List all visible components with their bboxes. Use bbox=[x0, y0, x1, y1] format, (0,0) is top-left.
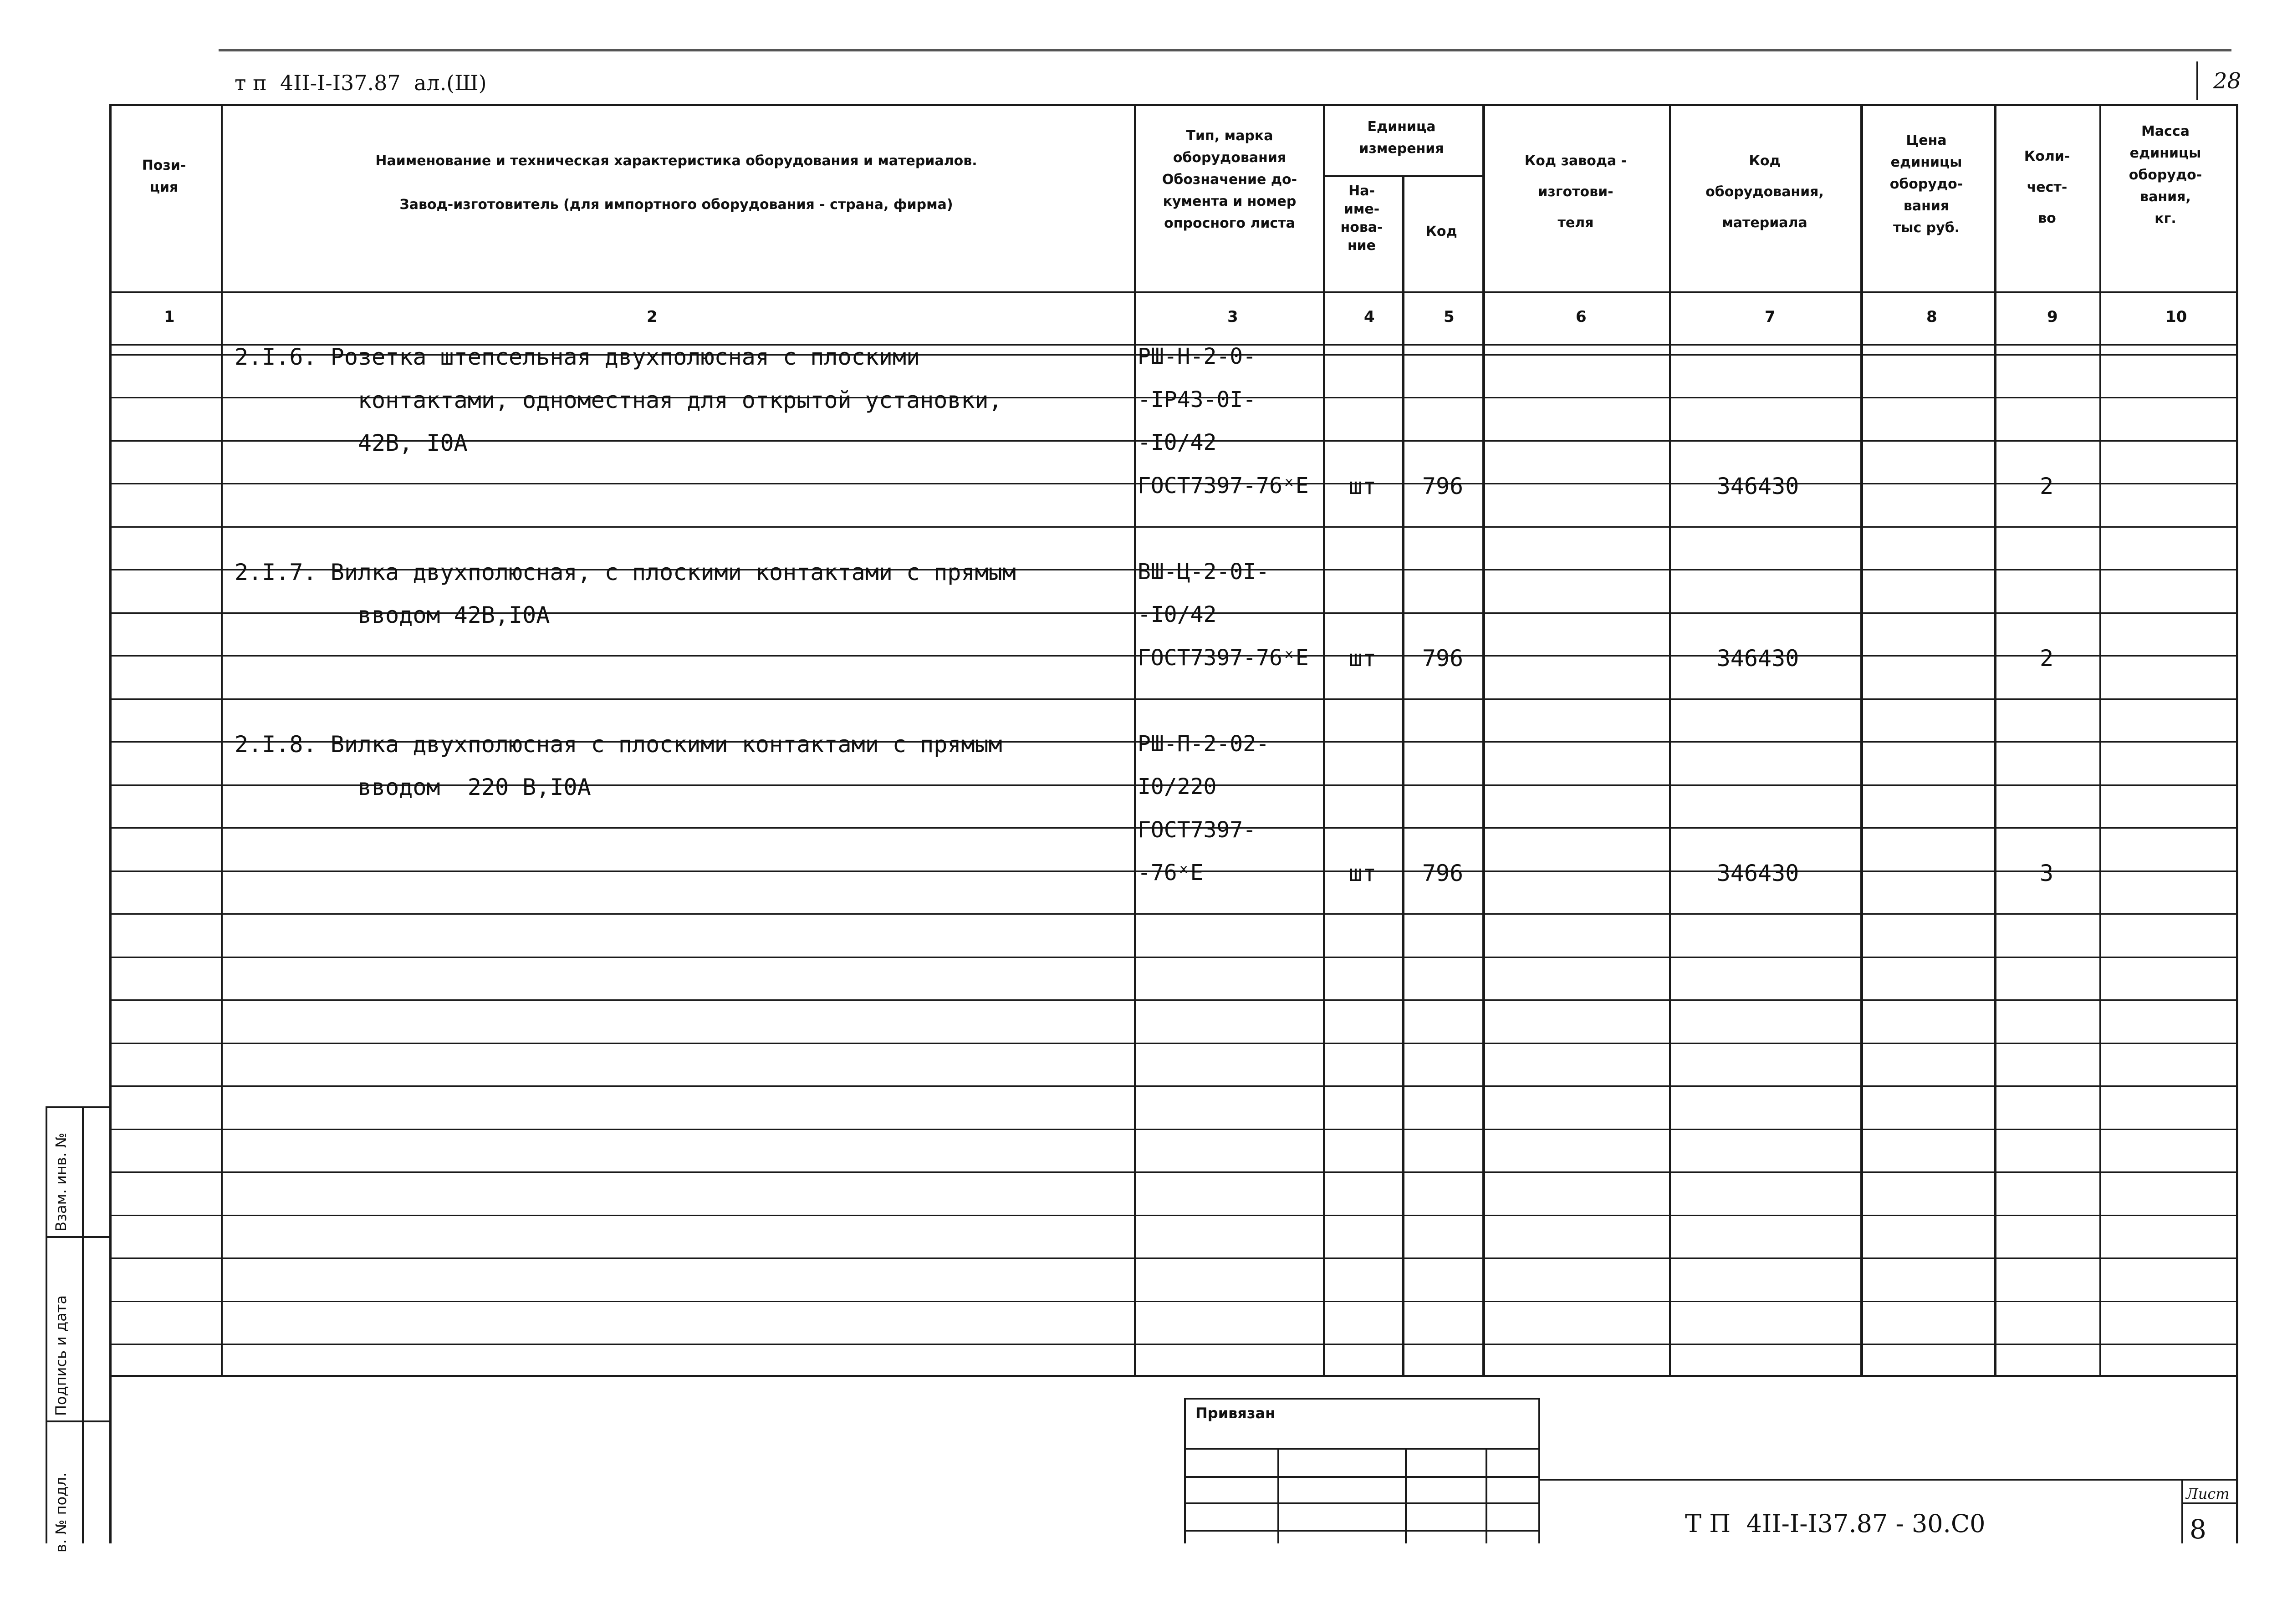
row-line bbox=[109, 1085, 2236, 1087]
item-unit-code: 796 bbox=[1422, 860, 1464, 886]
left-page-border bbox=[109, 104, 112, 1543]
row-line bbox=[109, 698, 2236, 700]
table-top-border bbox=[109, 104, 2236, 106]
right-page-border bbox=[2236, 104, 2238, 1543]
column-divider bbox=[1323, 104, 1325, 1375]
scan-top-line bbox=[219, 49, 2231, 51]
row-line bbox=[109, 957, 2236, 958]
item-name: 2.I.7. Вилка двухполюсная, с плоскими контактами с прямым bbox=[235, 559, 1016, 585]
item-type: -IP43-0I- bbox=[1138, 387, 1256, 412]
item-quantity: 2 bbox=[2039, 473, 2054, 499]
stamp-line bbox=[1277, 1448, 1279, 1543]
item-type: ГОСТ7397-76ˣЕ bbox=[1138, 473, 1309, 499]
item-name: 2.I.8. Вилка двухполюсная с плоскими контактами с прямым bbox=[235, 731, 1002, 758]
sheet-number: 8 bbox=[2190, 1514, 2206, 1545]
side-label-inv-no: Взам. инв. № bbox=[52, 1132, 70, 1232]
item-type: -I0/42 bbox=[1138, 602, 1217, 627]
page-number-divider bbox=[2196, 61, 2198, 100]
item-name: вводом 220 В,I0А bbox=[235, 774, 591, 800]
item-unit-code: 796 bbox=[1422, 645, 1464, 672]
item-name: 42В, I0А bbox=[235, 430, 468, 456]
item-unit-code: 796 bbox=[1422, 473, 1464, 499]
bound-label: Привязан bbox=[1195, 1405, 1276, 1422]
item-type: ГОСТ7397-76ˣЕ bbox=[1138, 645, 1309, 671]
item-code: 346430 bbox=[1716, 473, 1799, 499]
top-document-code: т п 4II-I-I37.87 ал.(Ш) bbox=[235, 71, 487, 95]
header-type: Тип, марка оборудования Обозначение до- кумента и номер опросного листа bbox=[1162, 128, 1297, 231]
row-line bbox=[109, 999, 2236, 1001]
row-line bbox=[109, 1344, 2236, 1345]
item-unit: шт bbox=[1348, 860, 1377, 886]
item-type: -76ˣЕ bbox=[1138, 860, 1204, 886]
item-name: вводом 42В,I0А bbox=[235, 602, 550, 628]
title-block-top-line bbox=[1538, 1479, 2236, 1481]
item-type: РШ-Н-2-0- bbox=[1138, 344, 1256, 369]
header-unit-name: На- име- нова- ние bbox=[1340, 183, 1383, 254]
header-code: Код оборудования, материала bbox=[1705, 153, 1824, 231]
header-mass: Масса единицы оборудо- вания, кг. bbox=[2129, 123, 2202, 227]
stamp-line bbox=[1486, 1448, 1487, 1543]
item-type: -I0/42 bbox=[1138, 430, 1217, 455]
item-unit: шт bbox=[1348, 473, 1377, 499]
table-bottom-line bbox=[109, 1375, 2236, 1377]
row-line bbox=[109, 1257, 2236, 1259]
header-position: Пози- ция bbox=[142, 158, 186, 195]
row-line bbox=[109, 1043, 2236, 1044]
column-divider bbox=[2099, 104, 2101, 1375]
stamp-line bbox=[1538, 1398, 1540, 1543]
sheet-box-line bbox=[2181, 1502, 2236, 1504]
margin-strip-line bbox=[82, 1106, 84, 1543]
item-unit: шт bbox=[1348, 645, 1377, 672]
item-type: РШ-П-2-02- bbox=[1138, 731, 1269, 757]
item-name: контактами, одноместная для открытой установки, bbox=[235, 387, 1002, 413]
stamp-line bbox=[1184, 1398, 1186, 1543]
row-line bbox=[109, 1171, 2236, 1173]
header-unit-code: Код bbox=[1425, 224, 1457, 239]
header-name: Наименование и техническая характеристика оборудования и материалов. Завод-изготовитель (для импортного оборудования - страна, фирма) bbox=[375, 153, 977, 213]
item-quantity: 3 bbox=[2039, 860, 2054, 886]
margin-strip-line bbox=[46, 1106, 109, 1108]
header-unit: Единица измерения bbox=[1359, 119, 1444, 157]
row-line bbox=[109, 526, 2236, 528]
margin-strip-line bbox=[46, 1420, 109, 1422]
item-type: ГОСТ7397- bbox=[1138, 817, 1256, 843]
header-factory: Код завода - изготови- теля bbox=[1524, 153, 1627, 231]
column-divider bbox=[1482, 104, 1485, 1375]
column-divider bbox=[221, 104, 223, 1375]
row-line bbox=[109, 1215, 2236, 1216]
row-line bbox=[109, 913, 2236, 915]
sheet-box-line bbox=[2181, 1479, 2183, 1543]
row-line bbox=[109, 1301, 2236, 1302]
column-divider bbox=[1669, 104, 1671, 1375]
side-label-orig-no: в. № подл. bbox=[52, 1472, 70, 1553]
item-type: I0/220 bbox=[1138, 774, 1217, 799]
row-line bbox=[109, 1129, 2236, 1130]
margin-strip-line bbox=[46, 1236, 109, 1238]
column-divider bbox=[1860, 104, 1863, 1375]
page-number: 28 bbox=[2213, 68, 2241, 94]
side-label-sign-date: Подпись и дата bbox=[52, 1295, 70, 1416]
header-bottom-line bbox=[109, 291, 2236, 293]
item-code: 346430 bbox=[1716, 860, 1799, 886]
column-divider bbox=[1134, 104, 1136, 1375]
header-qty: Коли- чест- во bbox=[2024, 148, 2070, 226]
margin-strip-line bbox=[46, 1106, 47, 1543]
item-name: 2.I.6. Розетка штепсельная двухполюсная с плоскими bbox=[235, 344, 920, 370]
bottom-document-code: Т П 4II-I-I37.87 - 30.С0 bbox=[1685, 1509, 1986, 1538]
item-type: ВШ-Ц-2-0I- bbox=[1138, 559, 1269, 585]
sheet-label: Лист bbox=[2186, 1485, 2230, 1502]
item-quantity: 2 bbox=[2039, 645, 2054, 672]
header-price: Цена единицы оборудо- вания тыс руб. bbox=[1889, 132, 1963, 236]
stamp-line bbox=[1405, 1448, 1407, 1543]
item-code: 346430 bbox=[1716, 645, 1799, 672]
column-divider bbox=[1994, 104, 1996, 1375]
stamp-line bbox=[1184, 1398, 1539, 1400]
